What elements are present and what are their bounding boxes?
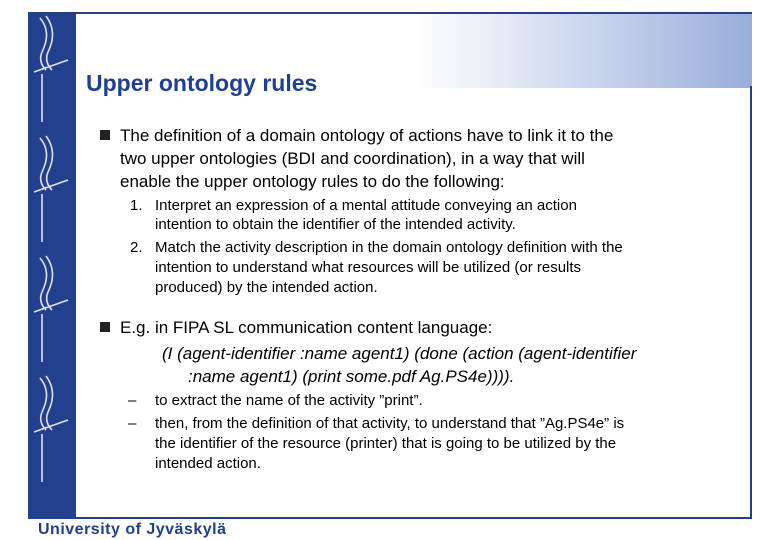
side-ornament-band — [28, 12, 76, 518]
bullet1-line-1: The definition of a domain ontology of actions have to link it to the — [120, 126, 614, 145]
dash-marker: – — [128, 392, 137, 409]
ornament-motif-4 — [34, 376, 68, 482]
dash-item-2-line-3: intended action. — [155, 455, 261, 472]
bottom-divider — [28, 517, 752, 519]
slide-title: Upper ontology rules — [86, 70, 318, 96]
bullet-square-icon — [100, 130, 110, 140]
bullet1-line-2: two upper ontologies (BDI and coordination), in a way that will — [120, 149, 585, 168]
subitem-number: 1. — [130, 197, 143, 214]
bullet2-line: E.g. in FIPA SL communication content language: — [120, 318, 493, 337]
subitem-number: 2. — [130, 239, 143, 256]
ornament-motif-3 — [34, 256, 68, 362]
dash-item-1-line-1: to extract the name of the activity ”print”. — [155, 392, 423, 409]
ornament-motif-1 — [34, 16, 68, 122]
ornament-motif-2 — [34, 136, 68, 242]
subitem-1-line-2: intention to obtain the identifier of the intended activity. — [155, 216, 516, 233]
dash-item-2-line-1: then, from the definition of that activity, to understand that ”Ag.PS4e” is — [155, 415, 625, 432]
dash-item-2-line-2: the identifier of the resource (printer) that is going to be utilized by the — [155, 435, 617, 452]
subitem-1-line-1: Interpret an expression of a mental attitude conveying an action — [155, 197, 577, 214]
dash-marker: – — [128, 415, 137, 432]
ornament-icon — [28, 12, 76, 518]
subitem-2-line-1: Match the activity description in the domain ontology definition with the — [155, 239, 623, 256]
bullet1-line-3: enable the upper ontology rules to do the following: — [120, 172, 505, 191]
example-line-2: :name agent1) (print some.pdf Ag.PS4e)))). — [188, 367, 515, 386]
footer-university: University of Jyväskylä — [38, 521, 227, 538]
subitem-2-line-3: produced) by the intended action. — [155, 279, 378, 296]
subitem-2-line-2: intention to understand what resources will be utilized (or results — [155, 259, 582, 276]
bullet-square-icon — [100, 322, 110, 332]
example-line-1: (I (agent-identifier :name agent1) (done (action (agent-identifier — [162, 344, 637, 363]
